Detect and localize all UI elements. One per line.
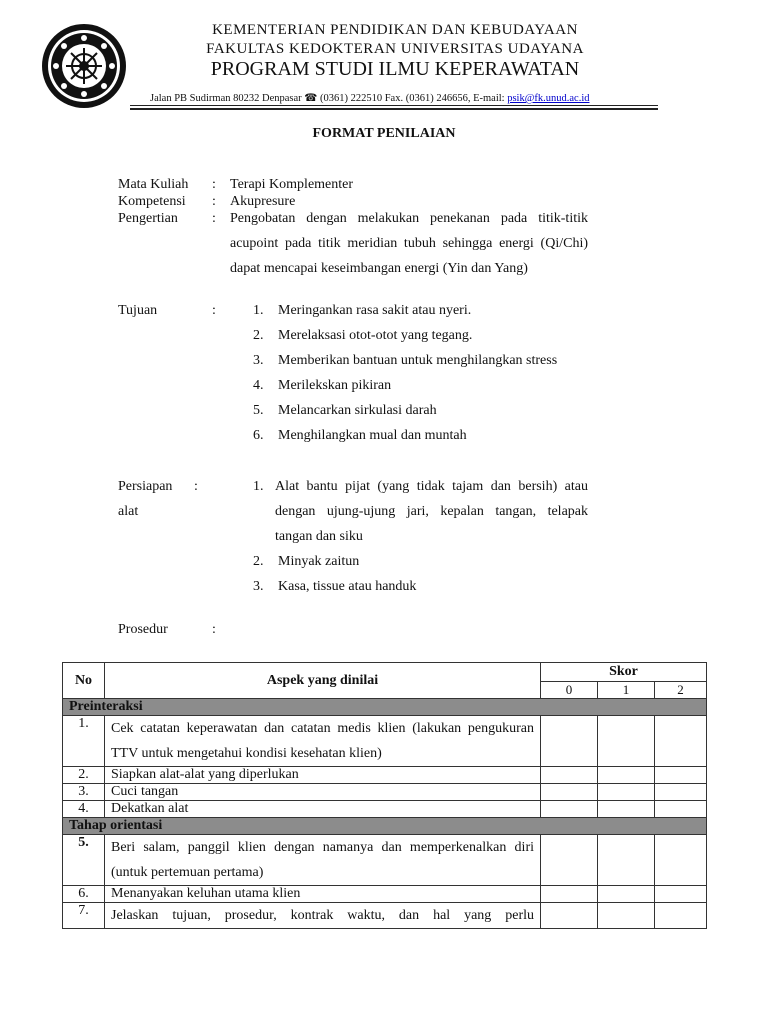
list-number: 2. [253,328,264,343]
colon: : [212,211,216,226]
score-cell[interactable] [655,767,707,784]
list-number: 3. [253,353,264,368]
persiapan-item: Kasa, tissue atau handuk [278,579,417,594]
persiapan-item: Alat bantu pijat (yang tidak tajam dan bersih) atau dengan ujung-ujung jari, kepalan tangan, telapak tangan dan siku [275,479,588,544]
row-number: 7. [63,903,105,929]
score-cell[interactable] [541,903,598,929]
row-number: 4. [63,801,105,818]
row-text: Siapkan alat-alat yang diperlukan [105,767,541,784]
persiapan-label-2: alat [118,504,139,519]
page-title: FORMAT PENILAIAN [312,126,456,141]
list-number: 4. [253,378,264,393]
score-cell[interactable] [541,767,598,784]
letterhead-rule-thick [130,108,658,110]
tujuan-item: Memberikan bantuan untuk menghilangkan stress [278,353,558,368]
colon: : [194,479,198,494]
pengertian-value: Pengobatan dengan melakukan penekanan pada titik-titik acupoint pada titik meridian tubuh sehingga energi (Qi/Chi) dapat mencapai keseimbangan energi (Yin dan Yang) [230,211,588,276]
tujuan-item: Merilekskan pikiran [278,378,392,393]
row-number: 3. [63,784,105,801]
address-text: Jalan PB Sudirman 80232 Denpasar ☎ (0361) 222510 Fax. (0361) 246656, E-mail: [150,93,508,104]
list-number: 1. [253,303,264,318]
score-cell[interactable] [598,835,655,886]
section-row [63,699,707,716]
score-cell[interactable] [541,801,598,818]
col-header-skor: Skor [541,663,707,682]
score-cell[interactable] [541,784,598,801]
row-number: 6. [63,886,105,903]
score-cell[interactable] [655,784,707,801]
table-row [63,835,707,886]
section-title: Tahap orientasi [63,818,707,835]
list-number: 1. [253,479,264,494]
table-row [63,886,707,903]
skor-2: 2 [655,682,707,699]
table-row [63,784,707,801]
section-row [63,818,707,835]
assessment-table [62,662,707,929]
address-line [150,92,590,104]
colon: : [212,303,216,318]
score-cell[interactable] [655,835,707,886]
skor-0: 0 [541,682,598,699]
score-cell[interactable] [598,716,655,767]
score-cell[interactable] [541,886,598,903]
row-number: 1. [63,716,105,767]
faculty-name: FAKULTAS KEDOKTERAN UNIVERSITAS UDAYANA [206,41,584,57]
persiapan-item: Minyak zaitun [278,554,360,569]
list-number: 2. [253,554,264,569]
persiapan-label: Persiapan [118,479,173,494]
skor-1: 1 [598,682,655,699]
row-text: Beri salam, panggil klien dengan namanya dan memperkenalkan diri (untuk pertemuan pertama) [105,835,541,886]
list-number: 5. [253,403,264,418]
table-row [63,716,707,767]
kompetensi-value: Akupresure [230,194,296,209]
tujuan-item: Meringankan rasa sakit atau nyeri. [278,303,472,318]
score-cell[interactable] [598,784,655,801]
table-row [63,903,707,929]
pengertian-label: Pengertian [118,211,178,226]
tujuan-label: Tujuan [118,303,158,318]
col-header-aspek: Aspek yang dinilai [105,663,541,699]
letterhead-rule-thin [130,105,658,106]
list-number: 6. [253,428,264,443]
ministry-name: KEMENTERIAN PENDIDIKAN DAN KEBUDAYAAN [212,22,578,38]
row-text: Jelaskan tujuan, prosedur, kontrak waktu, dan hal yang perlu [105,903,541,929]
score-cell[interactable] [655,716,707,767]
colon: : [212,194,216,209]
colon: : [212,177,216,192]
mata-kuliah-label: Mata Kuliah [118,177,189,192]
score-cell[interactable] [598,767,655,784]
score-cell[interactable] [655,801,707,818]
mata-kuliah-value: Terapi Komplementer [230,177,354,192]
section-title: Preinteraksi [63,699,707,716]
score-cell[interactable] [655,886,707,903]
prosedur-label: Prosedur [118,622,168,637]
tujuan-item: Melancarkan sirkulasi darah [278,403,437,418]
table-row [63,801,707,818]
tujuan-item: Menghilangkan mual dan muntah [278,428,467,443]
row-number: 2. [63,767,105,784]
score-cell[interactable] [541,835,598,886]
row-text: Menanyakan keluhan utama klien [105,886,541,903]
program-name: PROGRAM STUDI ILMU KEPERAWATAN [210,58,580,80]
list-number: 3. [253,579,264,594]
colon: : [212,622,216,637]
score-cell[interactable] [598,801,655,818]
row-text: Cuci tangan [105,784,541,801]
table-row [63,767,707,784]
table-header-row [63,663,707,682]
email-link[interactable]: psik@fk.unud.ac.id [507,93,590,104]
score-cell[interactable] [541,716,598,767]
kompetensi-label: Kompetensi [118,194,186,209]
row-number: 5. [63,835,105,886]
row-text: Cek catatan keperawatan dan catatan medis klien (lakukan pengukuran TTV untuk mengetahui kondisi kesehatan klien) [105,716,541,767]
score-cell[interactable] [598,886,655,903]
score-cell[interactable] [598,903,655,929]
col-header-no: No [63,663,105,699]
row-text: Dekatkan alat [105,801,541,818]
tujuan-item: Merelaksasi otot-otot yang tegang. [278,328,473,343]
score-cell[interactable] [655,903,707,929]
